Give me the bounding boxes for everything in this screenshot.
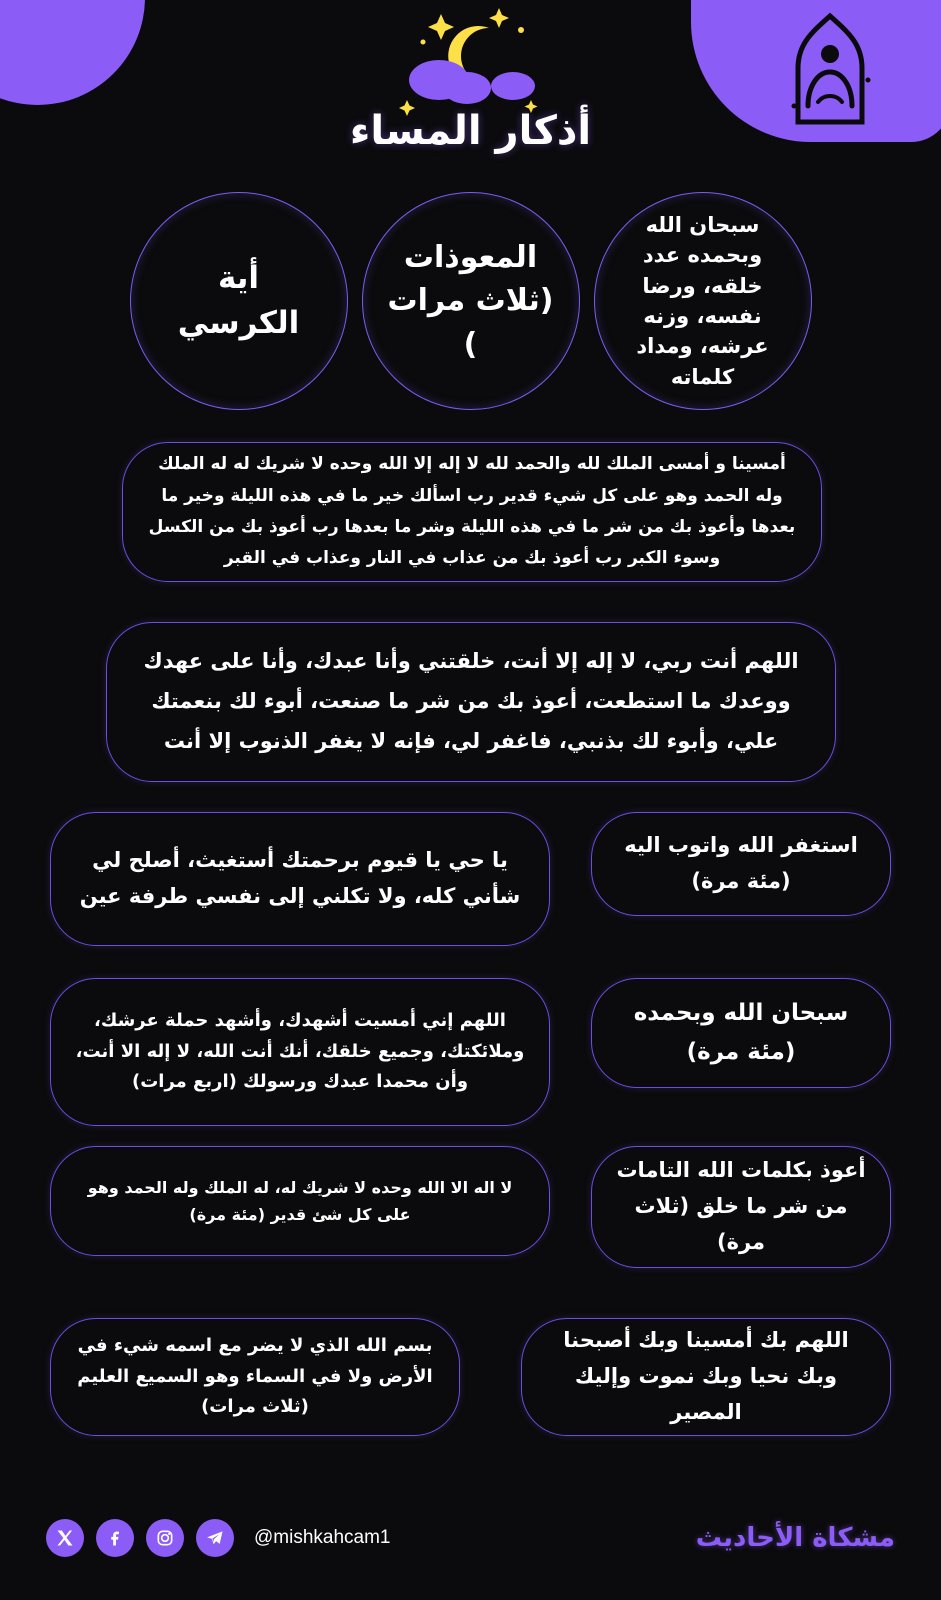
dhikr-row-1 bbox=[0, 812, 941, 946]
instagram-glyph bbox=[155, 1528, 175, 1548]
dhikr-bismillah-alladhi: بسم الله الذي لا يضر مع اسمه شيء في الأرض ولا في السماء وهو السميع العليم (ثلاث مرات) bbox=[50, 1318, 460, 1436]
page-title: أذكار المساء bbox=[349, 108, 592, 154]
instagram-icon[interactable] bbox=[146, 1519, 184, 1557]
facebook-icon[interactable] bbox=[96, 1519, 134, 1557]
dhikr-amsayna: أمسينا و أمسى الملك لله والحمد لله لا إله إلا الله وحده لا شريك له له الملك وله الحمد وهو على كل شيء قدير رب اسألك خير ما في هذه الليلة وخير ما بعدها وأعوذ بك من شر ما في هذه الليلة وشر ما بعدها رب أعوذ بك من الكسل وسوء الكبر رب أعوذ بك من عذاب في النار وعذاب في القبر bbox=[122, 442, 822, 582]
dhikr-allahumma-bika-amsayna: اللهم بك أمسينا وبك أصبحنا وبك نحيا وبك نموت وإليك المصير bbox=[521, 1318, 891, 1436]
decorative-circle-top-left bbox=[0, 0, 145, 105]
circle-muawwidhat: المعوذات (ثلاث مرات ) bbox=[362, 192, 580, 410]
dhikr-row-2 bbox=[0, 978, 941, 1126]
x-glyph bbox=[55, 1528, 75, 1548]
circles-row bbox=[0, 192, 941, 410]
dhikr-row-4 bbox=[0, 1318, 941, 1436]
footer bbox=[0, 1510, 941, 1566]
circle-ayat-al-kursi: أية الكرسي bbox=[130, 192, 348, 410]
telegram-icon[interactable] bbox=[196, 1519, 234, 1557]
dhikr-istighfar: استغفر الله واتوب اليه (مئة مرة) bbox=[591, 812, 891, 916]
social-handle: @mishkahcam1 bbox=[254, 1527, 391, 1548]
x-twitter-icon[interactable] bbox=[46, 1519, 84, 1557]
dhikr-la-ilaha-illa-allah: لا اله الا الله وحده لا شريك له، له الملك وله الحمد وهو على كل شئ قدير (مئة مرة) bbox=[50, 1146, 550, 1256]
dhikr-subhan-allah-wa-bihamdih: سبحان الله وبحمده (مئة مرة) bbox=[591, 978, 891, 1088]
telegram-glyph bbox=[205, 1528, 225, 1548]
social-links bbox=[46, 1519, 391, 1557]
dhikr-row-3 bbox=[0, 1146, 941, 1268]
facebook-glyph bbox=[105, 1528, 125, 1548]
crescent-moon-with-clouds-and-stars-icon bbox=[371, 2, 571, 122]
dhikr-ya-hayyu-ya-qayyum: يا حي يا قيوم برحمتك أستغيث، أصلح لي شأني كله، ولا تكلني إلى نفسي طرفة عين bbox=[50, 812, 550, 946]
brand-name: مشكاة الأحاديث bbox=[695, 1523, 895, 1553]
dhikr-audhu-bikalimat: أعوذ بكلمات الله التامات من شر ما خلق (ثلاث مرة) bbox=[591, 1146, 891, 1268]
circle-tasbih: سبحان الله وبحمده عدد خلقه، ورضا نفسه، وزنه عرشه، ومداد كلماته bbox=[594, 192, 812, 410]
dhikr-sayyid-al-istighfar: اللهم أنت ربي، لا إله إلا أنت، خلقتني وأنا عبدك، وأنا على عهدك ووعدك ما استطعت، أعوذ بك من شر ما صنعت، أبوء لك بنعمتك علي، وأبوء لك بذنبي، فاغفر لي، فإنه لا يغفر الذنوب إلا أنت bbox=[106, 622, 836, 782]
dhikr-allahumma-inni-amsaytu: اللهم إني أمسيت أشهدك، وأشهد حملة عرشك، وملائكتك، وجميع خلقك، أنك أنت الله، لا إله الا أنت، وأن محمدا عبدك ورسولك (اربع مرات) bbox=[50, 978, 550, 1126]
